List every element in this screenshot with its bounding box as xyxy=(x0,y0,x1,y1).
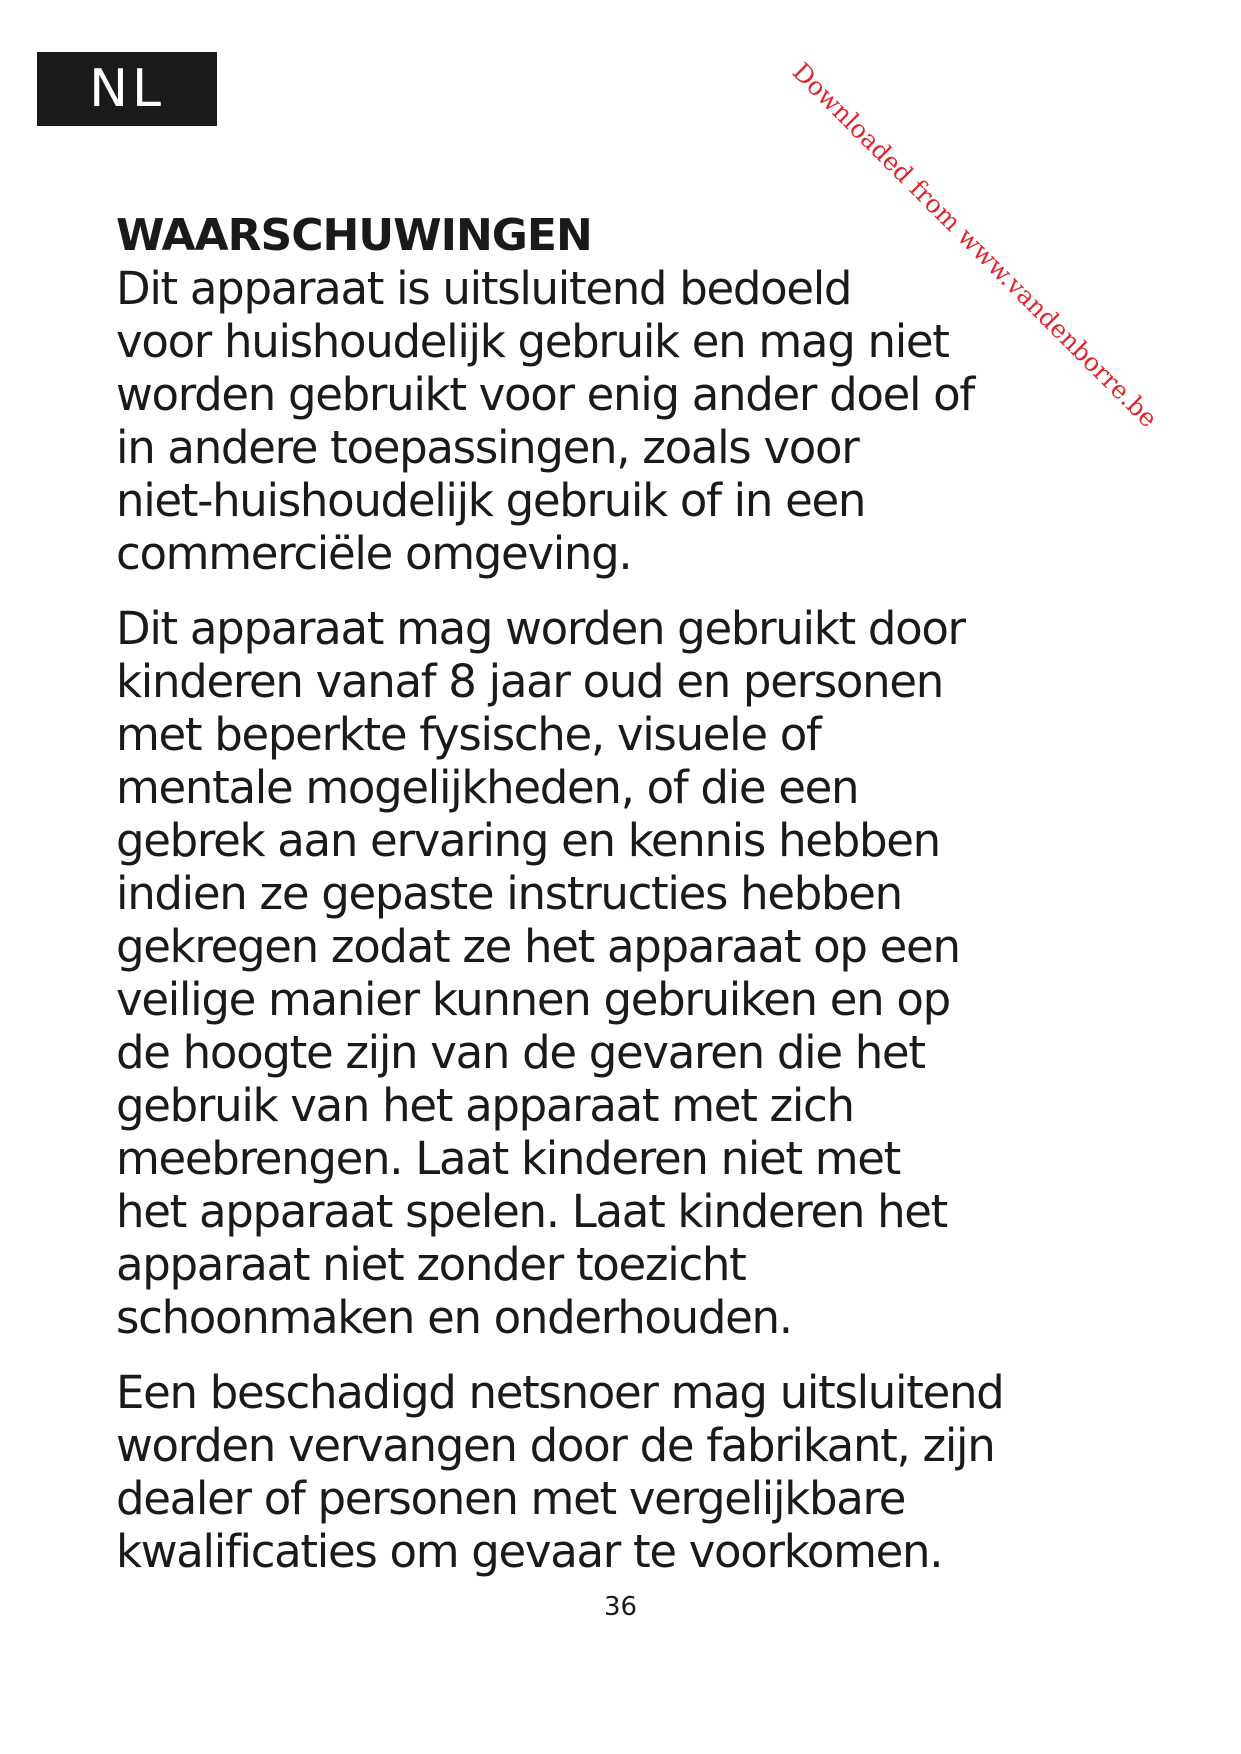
text-line: meebrengen. Laat kinderen niet met xyxy=(116,1132,901,1185)
text-line: kwalificaties om gevaar te voorkomen. xyxy=(116,1525,943,1578)
text-line: dealer of personen met vergelijkbare xyxy=(116,1472,906,1525)
text-line: gekregen zodat ze het apparaat op een xyxy=(116,920,960,973)
text-line: worden gebruikt voor enig ander doel of xyxy=(116,368,974,421)
text-line: niet-huishoudelijk gebruik of in een xyxy=(116,474,866,527)
text-line: apparaat niet zonder toezicht xyxy=(116,1238,746,1291)
text-line: Dit apparaat is uitsluitend bedoeld xyxy=(116,262,852,315)
text-line: gebrek aan ervaring en kennis hebben xyxy=(116,814,940,867)
text-line: het apparaat spelen. Laat kinderen het xyxy=(116,1185,948,1238)
text-line: mentale mogelijkheden, of die een xyxy=(116,761,859,814)
text-line: Dit apparaat mag worden gebruikt door xyxy=(116,602,965,655)
text-line: in andere toepassingen, zoals voor xyxy=(116,421,859,474)
paragraph-children-use xyxy=(116,602,1126,1344)
text-line: commerciële omgeving. xyxy=(116,527,632,580)
text-line: veilige manier kunnen gebruiken en op xyxy=(116,973,950,1026)
text-line: voor huishoudelijk gebruik en mag niet xyxy=(116,315,949,368)
language-code: NL xyxy=(89,59,165,119)
section-title: WAARSCHUWINGEN xyxy=(116,210,592,261)
text-line: indien ze gepaste instructies hebben xyxy=(116,867,902,920)
warnings-section xyxy=(116,210,1126,1578)
language-badge xyxy=(37,52,217,126)
text-line: de hoogte zijn van de gevaren die het xyxy=(116,1026,925,1079)
text-line: Een beschadigd netsnoer mag uitsluitend xyxy=(116,1366,1004,1419)
text-line: schoonmaken en onderhouden. xyxy=(116,1291,792,1344)
text-line: kinderen vanaf 8 jaar oud en personen xyxy=(116,655,943,708)
text-line: gebruik van het apparaat met zich xyxy=(116,1079,854,1132)
watermark-text: Downloaded from www.vandenborre.be xyxy=(786,56,1164,434)
text-line: met beperkte fysische, visuele of xyxy=(116,708,821,761)
page-number: 36 xyxy=(603,1592,638,1622)
text-line: worden vervangen door de fabrikant, zijn xyxy=(116,1419,995,1472)
paragraph-power-cord xyxy=(116,1366,1126,1578)
paragraph-household-use xyxy=(116,262,1126,580)
